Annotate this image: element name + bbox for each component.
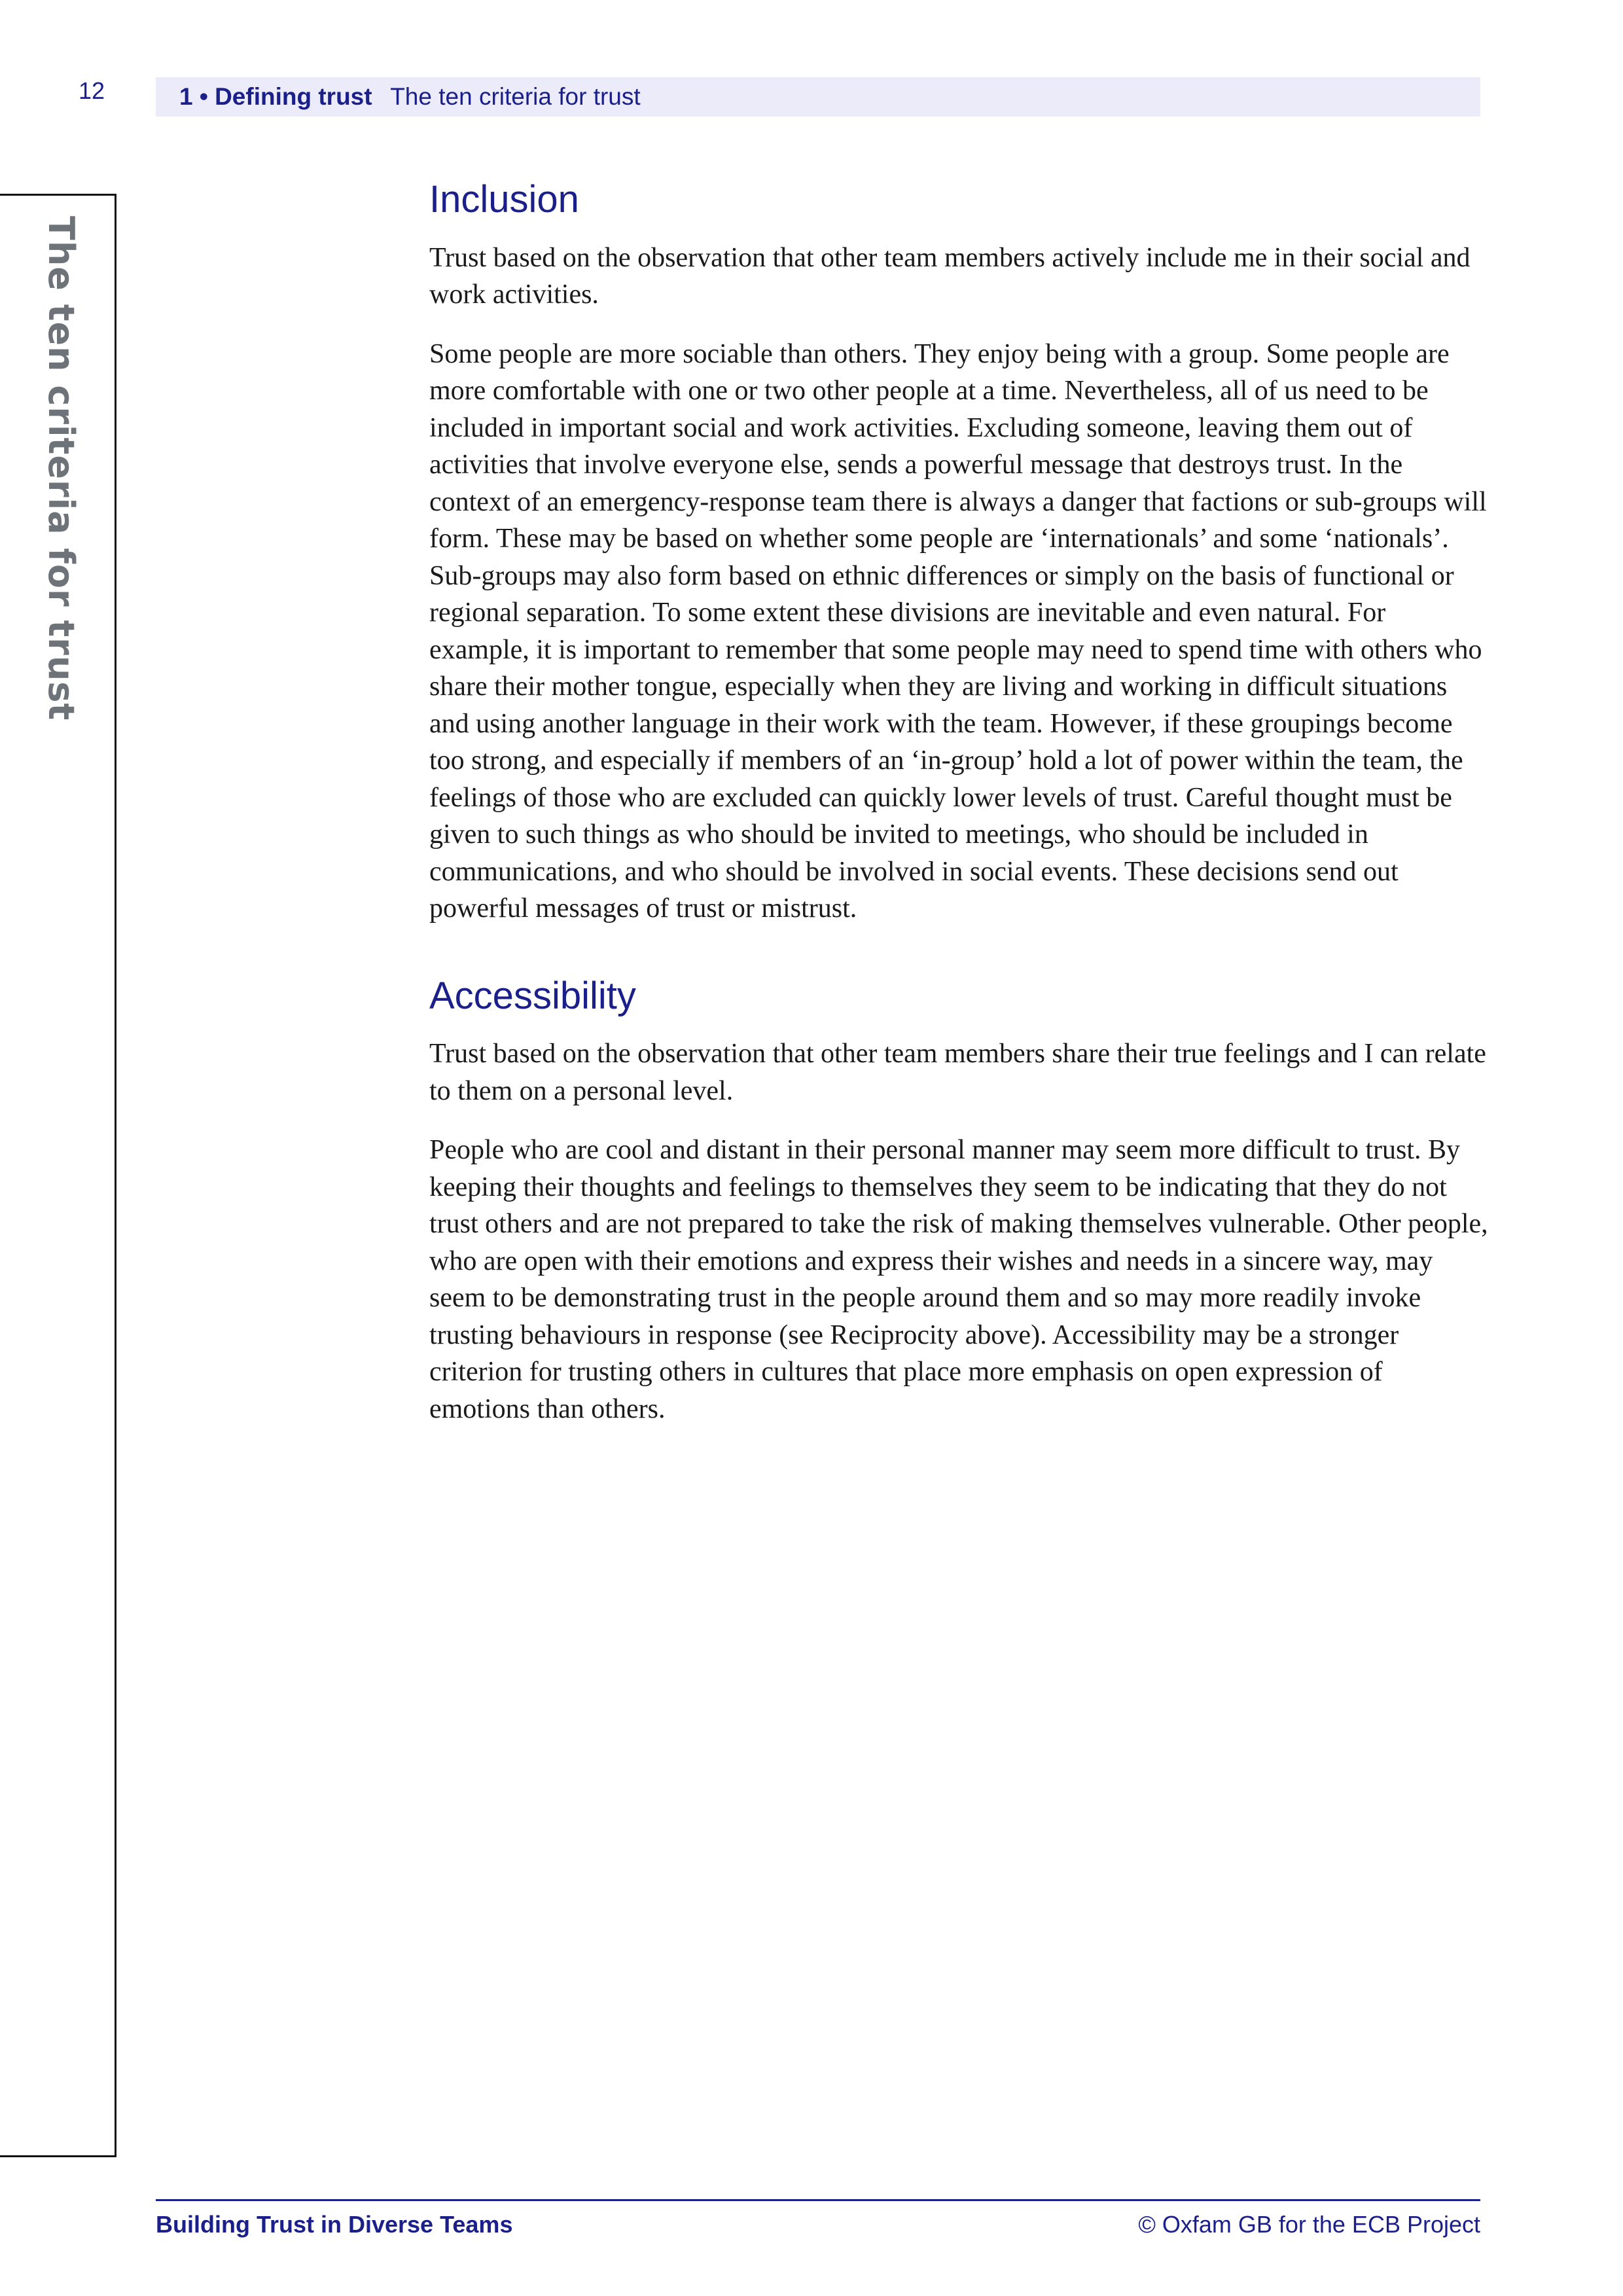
section-inclusion <box>429 177 1489 927</box>
section-definition: Trust based on the observation that other team members actively include me in their social and work activities. <box>429 242 1471 310</box>
page-number: 12 <box>79 77 105 104</box>
footer-copyright: © Oxfam GB for the ECB Project <box>1138 2211 1480 2238</box>
footer-divider <box>156 2199 1480 2201</box>
section-definition: Trust based on the observation that other team members share their true feelings and I can relate to them on a personal level. <box>429 1039 1486 1106</box>
footer-book-title: Building Trust in Diverse Teams <box>156 2211 513 2238</box>
main-content <box>429 177 1489 1450</box>
section-heading: Accessibility <box>429 974 636 1017</box>
section-accessibility <box>429 973 1489 1428</box>
running-header <box>156 77 1480 117</box>
section-heading: Inclusion <box>429 178 579 221</box>
side-tab-label: The ten criteria for trust <box>41 216 82 721</box>
section-body: People who are cool and distant in their personal manner may seem more difficult to trust. By keeping their thoughts and feelings to themselves they seem to be indicating that they do not trust others and are not prepared to take the risk of making themselves vulnerable. Other people, who are open with their emotions and express their wishes and needs in a sincere way, may seem to be demonstrating trust in the people around them and so may more readily invoke trusting behaviours in response (see Reciprocity above). Accessibility may be a stronger criterion for trusting others in cultures that place more emphasis on open expression of emotions than others. <box>429 1135 1488 1424</box>
section-body: Some people are more sociable than others. They enjoy being with a group. Some people are more comfortable with one or two other people at a time. Nevertheless, all of us need to be included in important social and work activities. Excluding someone, leaving them out of activities that involve everyone else, sends a powerful message that destroys trust. In the context of an emergency-response team there is always a danger that factions or sub-groups will form. These may be based on whether some people are ‘internationals’ and some ‘nationals’. Sub-groups may also form based on ethnic differences or simply on the basis of functional or regional separation. To some extent these divisions are inevitable and even natural. For example, it is important to remember that some people may need to spend time with others who share their mother tongue, especially when they are living and working in difficult situations and using another language in their work with the team. However, if these groupings become too strong, and especially if members of an ‘in-group’ hold a lot of power within the team, the feelings of those who are excluded can quickly lower levels of trust. Careful thought must be given to such things as who should be invited to meetings, who should be included in communications, and who should be involved in social events. These decisions send out powerful messages of trust or mistrust. <box>429 338 1487 924</box>
section-title: The ten criteria for trust <box>390 83 641 110</box>
chapter-title: 1 • Defining trust <box>179 83 372 110</box>
